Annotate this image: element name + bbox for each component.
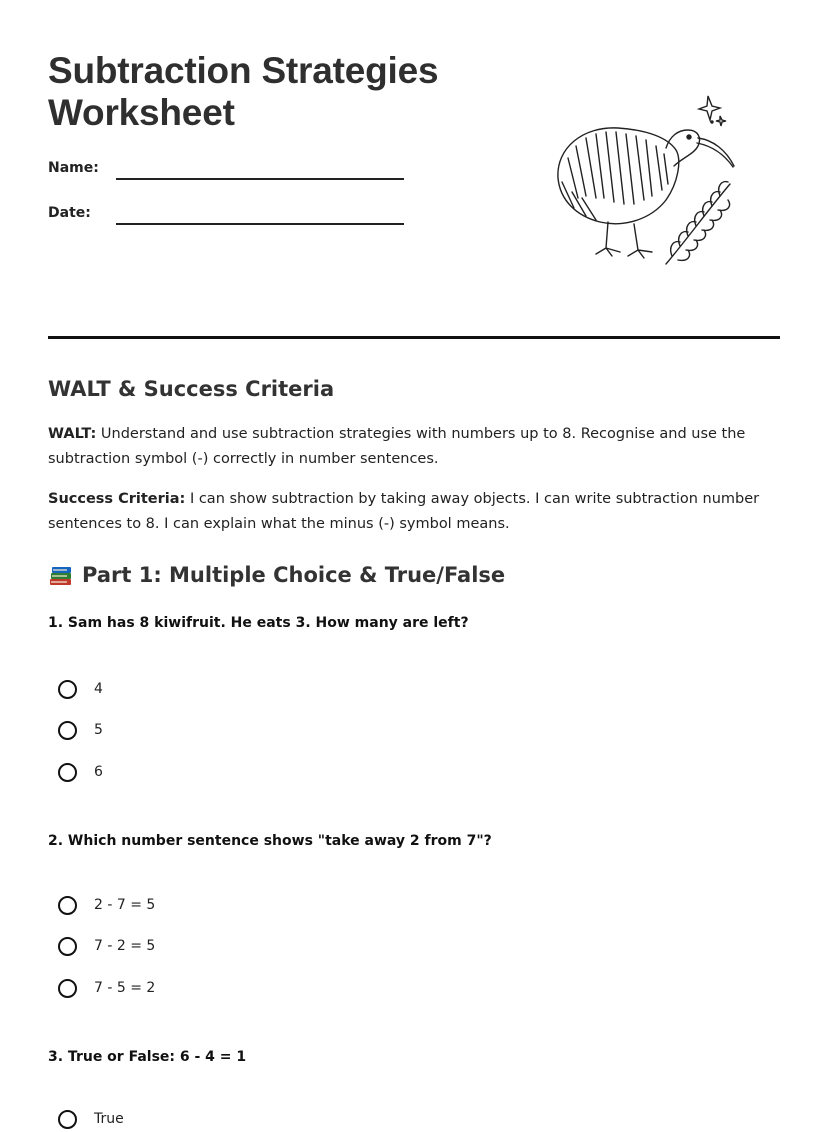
- walt-text: Understand and use subtraction strategies with numbers up to 8. Recognise and use the subtraction symbol (-) correctly in number sentences.: [48, 426, 746, 467]
- option-label: True: [94, 1111, 124, 1127]
- date-write-line[interactable]: [116, 223, 404, 225]
- question-1-text: 1. Sam has 8 kiwifruit. He eats 3. How many are left?: [48, 615, 469, 631]
- title-line-1: Subtraction Strategies: [48, 50, 439, 91]
- kiwi-bird-icon: [548, 88, 748, 273]
- option-label: 7 - 5 = 2: [94, 980, 156, 996]
- date-label: Date:: [48, 205, 91, 221]
- success-criteria-label: Success Criteria:: [48, 491, 186, 507]
- question-2-text: 2. Which number sentence shows "take away 2 from 7"?: [48, 833, 492, 849]
- radio-button[interactable]: [58, 721, 77, 740]
- success-criteria-text: I can show subtraction by taking away objects. I can write subtraction number sentences to 8. I can explain what the minus (-) symbol means.: [48, 491, 760, 532]
- question-1-option-c[interactable]: [58, 759, 103, 785]
- question-2-option-c[interactable]: [58, 975, 155, 1001]
- name-field[interactable]: [48, 160, 408, 184]
- question-1-option-a[interactable]: [58, 676, 103, 702]
- radio-button[interactable]: [58, 937, 77, 956]
- walt-heading: WALT & Success Criteria: [48, 377, 335, 401]
- radio-button[interactable]: [58, 896, 77, 915]
- question-3-option-a[interactable]: [58, 1106, 124, 1132]
- success-criteria-paragraph: [48, 487, 780, 537]
- name-write-line[interactable]: [116, 178, 404, 180]
- worksheet-page: [48, 0, 780, 1127]
- part1-heading: [48, 560, 505, 590]
- walt-label: WALT:: [48, 426, 97, 442]
- option-label: 6: [94, 764, 103, 780]
- radio-button[interactable]: [58, 1110, 77, 1129]
- option-label: 7 - 2 = 5: [94, 938, 156, 954]
- header-divider: [48, 336, 780, 339]
- title-line-2: Worksheet: [48, 92, 235, 133]
- walt-paragraph: [48, 422, 780, 472]
- question-1-option-b[interactable]: [58, 717, 103, 743]
- radio-button[interactable]: [58, 979, 77, 998]
- option-label: 2 - 7 = 5: [94, 897, 156, 913]
- question-2-option-b[interactable]: [58, 933, 155, 959]
- name-label: Name:: [48, 160, 99, 176]
- radio-button[interactable]: [58, 680, 77, 699]
- date-field[interactable]: [48, 205, 408, 229]
- radio-button[interactable]: [58, 763, 77, 782]
- part1-title: Part 1: Multiple Choice & True/False: [82, 563, 506, 587]
- option-label: 5: [94, 722, 103, 738]
- question-2-option-a[interactable]: [58, 892, 155, 918]
- option-label: 4: [94, 681, 103, 697]
- question-3-text: 3. True or False: 6 - 4 = 1: [48, 1049, 247, 1065]
- books-icon: [48, 562, 74, 588]
- worksheet-title: [48, 50, 508, 134]
